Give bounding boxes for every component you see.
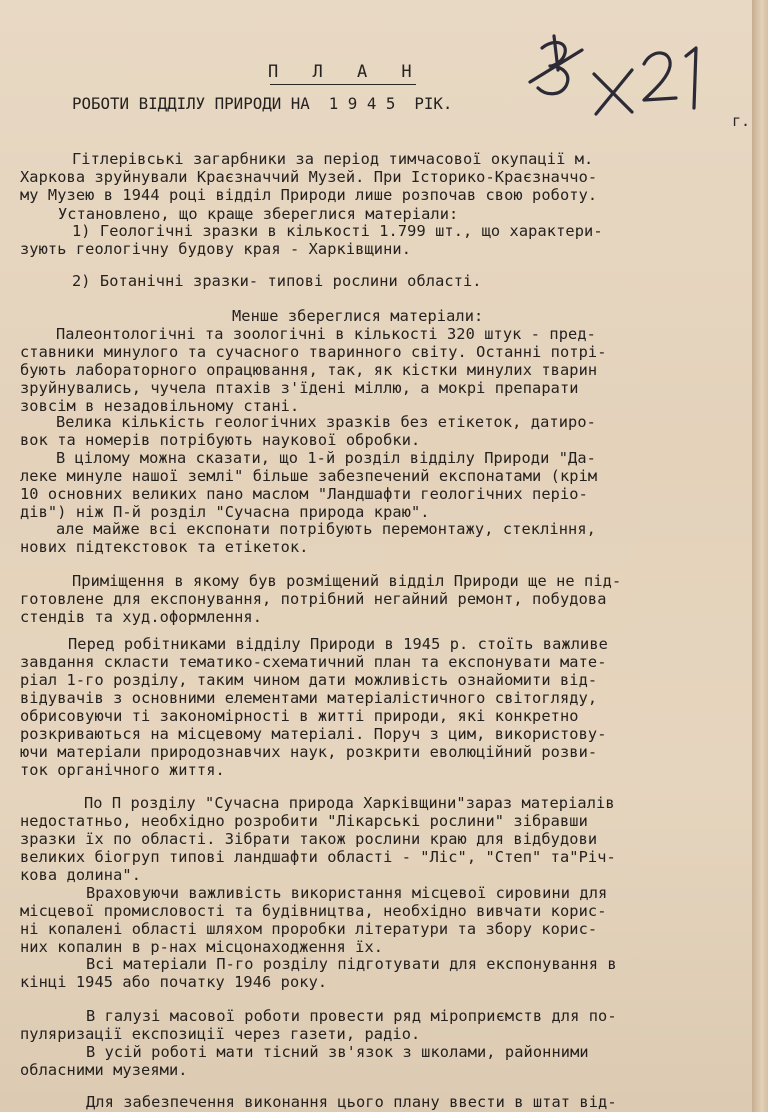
text-line: відувачів з основними елементами матеріалістичного світогляду,	[20, 689, 598, 707]
text-line: Харкова зруйнували Краєзначчий Музей. При Історико-Краєзначчо-	[20, 168, 598, 186]
text-line: Всі матеріали П-го розділу підготувати для експонування в	[86, 955, 617, 973]
margin-mark: г.	[732, 112, 751, 130]
text-line: них копалин в р-нах місцонаходження їх.	[20, 938, 384, 956]
text-line: розкриваються на місцевому матеріалі. Поруч з цим, використову-	[20, 725, 607, 743]
text-line: 10 основних великих пано маслом "Ландшафти геологічних періо-	[20, 485, 588, 503]
text-line: бують лабораторного опрацювання, так, як кістки минулих тварин	[20, 361, 598, 379]
paper-edge	[752, 0, 768, 1112]
text-line: Гітлерівські загарбники за період тимчасової окупації м.	[72, 150, 594, 168]
text-line: вок та номерів потрібують наукової обробки.	[20, 431, 421, 449]
text-line: 2) Ботанічні зразки- типові рослини області.	[72, 272, 482, 290]
text-line: зують геологічну будову края - Харківщини.	[20, 240, 411, 258]
text-line: В цілому можна сказати, що 1-й розділ відділу Природи "Да-	[56, 449, 596, 467]
text-line: ріал 1-го розділу, таким чином дати можливість ознайомити від-	[20, 671, 598, 689]
text-line: Приміщення в якому був розміщений відділ Природи ще не під-	[72, 572, 622, 590]
text-line: недостатньо, необхідно розробити "Лікарські рослини" зібравши	[20, 812, 588, 830]
text-line: зруйнувались, чучела птахів з'їдені міллю, а мокрі препарати	[20, 379, 579, 397]
document-title: П Л А Н	[268, 62, 424, 82]
text-line: Велика кількість геологічних зразків без етікеток, датиро-	[56, 413, 596, 431]
text-line: завдання скласти тематико-схематичний план та експонувати мате-	[20, 653, 607, 671]
text-line: обласними музеями.	[20, 1061, 188, 1079]
text-line: готовлене для експонування, потрібний негайний ремонт, побудова	[20, 590, 607, 608]
text-line: зразки їх по області. Зібрати також рослини краю для відбудови	[20, 830, 598, 848]
text-line: ставники минулого та сучасного тваринного світу. Останні потрі-	[20, 343, 607, 361]
text-line: великих біогруп типові ландшафти області - "Ліс", "Степ" та"Річ-	[20, 848, 616, 866]
text-line: Менше збереглися матеріали:	[232, 307, 484, 325]
title-underline	[270, 84, 416, 85]
text-line: місцевої промисловості та будівництва, необхідно вивчати корис-	[20, 902, 607, 920]
text-line: ні копалені області шляхом проробки літератури та збору корис-	[20, 920, 598, 938]
document-subtitle: РОБОТИ ВІДДІЛУ ПРИРОДИ НА 1 9 4 5 РІК.	[72, 94, 453, 113]
text-line: кова долина".	[20, 866, 142, 884]
text-line: пуляризації експозиції через газети, радіо.	[20, 1025, 421, 1043]
text-line: зовсім в незадовільному стані.	[20, 397, 300, 415]
text-line: Палеонтологічні та зоологічні в кількості 320 штук - пред-	[56, 325, 596, 343]
text-line: ток органічного життя.	[20, 761, 225, 779]
text-line: По П розділу "Сучасна природа Харківщини"зараз матеріалів	[84, 794, 615, 812]
text-line: В усій роботі мати тісний зв'язок з школами, районними	[86, 1043, 589, 1061]
text-line: Установлено, що краще збереглися матеріали:	[58, 205, 459, 223]
text-line: В галузі масової роботи провести ряд міроприємств для по-	[86, 1007, 617, 1025]
text-line: 1) Геологічні зразки в кількості 1.799 шт., що характери-	[72, 222, 603, 240]
text-line: нових підтекстовок та етікеток.	[20, 538, 309, 556]
text-line: дів") ніж П-й розділ "Сучасна природа краю".	[20, 503, 430, 521]
text-line: кінці 1945 або початку 1946 року.	[20, 973, 328, 991]
handwritten-note	[520, 30, 710, 120]
text-line: леке минуле нашої землі" більше забезпечений експонатами (крім	[20, 467, 598, 485]
text-line: Для забезпечення виконання цього плану ввести в штат від-	[86, 1093, 617, 1111]
text-line: му Музею в 1944 році відділ Природи лише розпочав свою роботу.	[20, 186, 598, 204]
text-line: Перед робітниками відділу Природи в 1945 р. стоїть важливе	[68, 635, 608, 653]
text-line: стендів та худ.оформлення.	[20, 608, 263, 626]
text-line: обрисовуючи ті закономірності в житті природи, які конкретно	[20, 707, 579, 725]
text-line: ючи матеріали природознавчих наук, розкрити еволюційний розви-	[20, 743, 598, 761]
text-line: але майже всі експонати потрібують перемонтажу, стекління,	[56, 520, 596, 538]
text-line: Враховуючи важливість використання місцевої сировини для	[86, 884, 608, 902]
